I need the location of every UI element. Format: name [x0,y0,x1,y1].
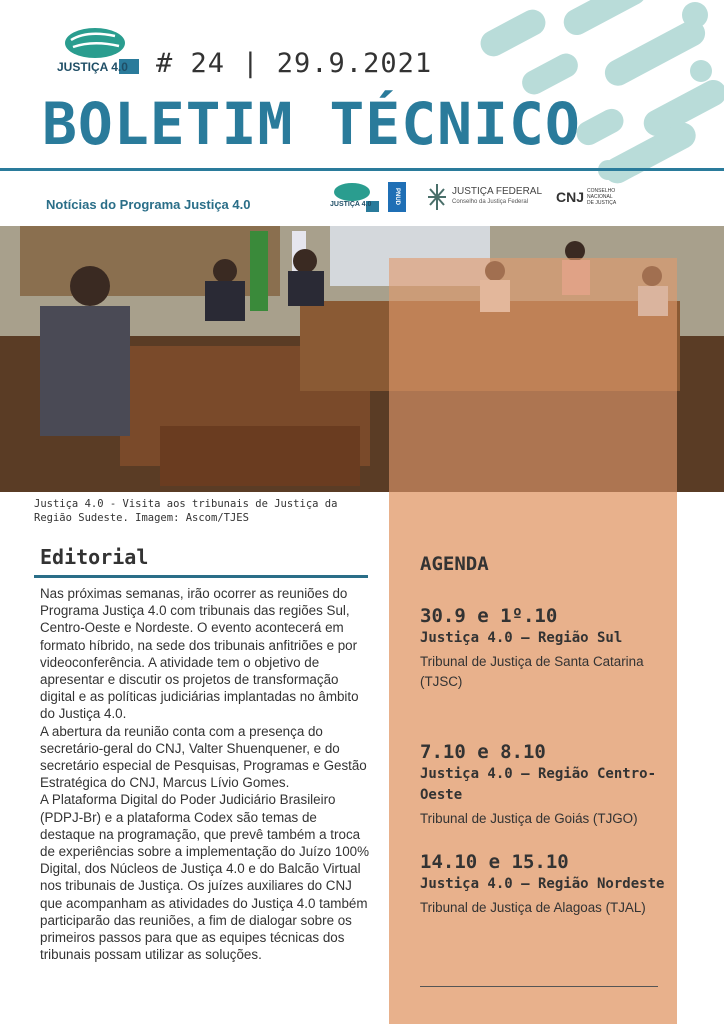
page-title: BOLETIM TÉCNICO [42,90,581,158]
partner-logos [330,181,619,213]
justica-40-small-logo: JUSTIÇA 4.0 [330,181,380,213]
editorial-paragraph: A abertura da reunião conta com a presença do secretário-geral do CNJ, Valter Shuenquener, e do secretário especial de Pesquisas, Programas e Gestão Estratégica do CNJ, Marcus Lívio Gomes. [40,723,367,791]
agenda-date: 7.10 e 8.10 [420,741,546,763]
justica-federal-emblem-icon [426,183,448,211]
editorial-divider [34,575,368,578]
photo-caption: Justiça 4.0 - Visita aos tribunais de Justiça da Região Sudeste. Imagem: Ascom/TJES [34,498,338,524]
pnud-logo: PNUD [388,182,406,212]
page-subtitle: Notícias do Programa Justiça 4.0 [46,197,251,212]
editorial-body [40,585,375,963]
agenda-place: Tribunal de Justiça de Goiás (TJGO) [420,811,638,826]
agenda-item [420,740,665,829]
issue-number-date: # 24 | 29.9.2021 [156,48,433,79]
agenda-item [420,850,665,918]
justica-federal-logo: JUSTIÇA FEDERAL Conselho da Justiça Federal [426,183,542,211]
agenda-event: Justiça 4.0 – Região Centro-Oeste [420,766,657,803]
agenda-date: 14.10 e 15.10 [420,851,569,873]
cnj-logo: CNJ CONSELHO NACIONAL DE JUSTIÇA [556,188,617,206]
agenda-bottom-divider [420,986,658,987]
justica-40-logo [57,26,141,76]
agenda-place: Tribunal de Justiça de Santa Catarina (TJSC) [420,654,644,689]
editorial-paragraph: Nas próximas semanas, irão ocorrer as reuniões do Programa Justiça 4.0 com tribunais das regiões Sul, Centro-Oeste e Nordeste. O evento acontecerá em formato híbrido, na sede dos tribunais anfitriões e por videoconferência. A atividade tem o objetivo de apresentar e discutir os projetos de transformação digital e as políticas judiciárias implantadas no âmbito do Justiça 4.0. [40,586,359,722]
agenda-heading: AGENDA [420,553,489,575]
agenda-event: Justiça 4.0 – Região Sul [420,630,623,646]
agenda-date: 30.9 e 1º.10 [420,605,558,627]
agenda-event: Justiça 4.0 – Região Nordeste [420,876,665,892]
agenda-item [420,604,665,692]
agenda-place: Tribunal de Justiça de Alagoas (TJAL) [420,900,646,915]
editorial-heading: Editorial [40,545,149,569]
editorial-paragraph: A Plataforma Digital do Poder Judiciário Brasileiro (PDPJ-Br) e a plataforma Codex são temas de destaque na programação, que prevê também a troca de experiências sobre a implementação do Juízo 100% Digital, dos Núcleos de Justiça 4.0 e do Balcão Virtual nos tribunais de Justiça. Os juízes auxiliares do CNJ que acompanham as atividades do Justiça 4.0 também participarão das reuniões, a fim de dialogar sobre os primeiros passos para que as equipes técnicas dos tribunais possam utilizar as soluções. [40,792,370,963]
logo-text: JUSTIÇA 4.0 [57,60,128,74]
header-divider [0,168,724,171]
